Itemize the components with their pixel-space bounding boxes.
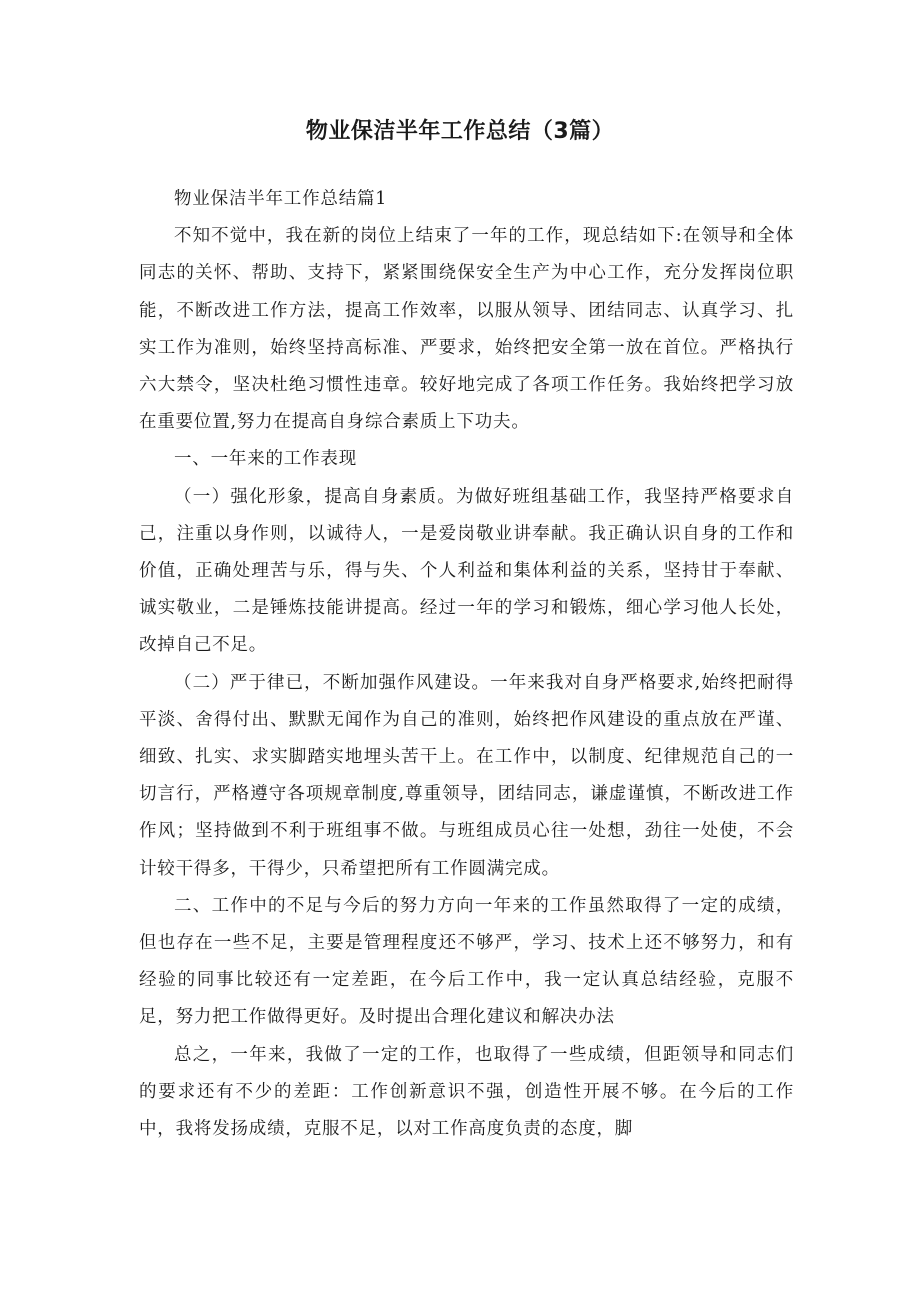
section-heading-performance: 一、一年来的工作表现 (174, 449, 357, 470)
document-body (139, 181, 794, 1148)
paragraph-discipline: （二）严于律已，不断加强作风建设。一年来我对自身严格要求,始终把耐得平淡、舍得付出、默默无闻作为自己的准则，始终把作风建设的重点放在严谨、细致、扎实、求实脚踏实地埋头苦干上。在工作中，以制度、纪律规范自己的一切言行，严格遵守各项规章制度,尊重领导，团结同志，谦虚谨慎，不断改进工作作风；坚持做到不利于班组事不做。与班组成员心往一处想，劲往一处使，不会计较干得多，干得少，只希望把所有工作圆满完成。 (139, 672, 794, 879)
paragraph-image-quality: （一）强化形象，提高自身素质。为做好班组基础工作，我坚持严格要求自己，注重以身作则，以诚待人，一是爱岗敬业讲奉献。我正确认识自身的工作和价值，正确处理苦与乐，得与失、个人利益和集体利益的关系，坚持甘于奉献、诚实敬业，二是锤炼技能讲提高。经过一年的学习和锻炼，细心学习他人长处，改掉自己不足。 (139, 486, 794, 656)
paragraph-conclusion: 总之，一年来，我做了一定的工作，也取得了一些成绩，但距领导和同志们的要求还有不少的差距：工作创新意识不强，创造性开展不够。在今后的工作中，我将发扬成绩，克服不足，以对工作高度负责的态度，脚 (139, 1044, 794, 1140)
document-title: 物业保洁半年工作总结（3篇） (305, 119, 615, 144)
article-subtitle: 物业保洁半年工作总结篇1 (174, 189, 388, 209)
paragraph-intro: 不知不觉中，我在新的岗位上结束了一年的工作，现总结如下:在领导和全体同志的关怀、帮助、支持下，紧紧围绕保安全生产为中心工作，充分发挥岗位职能，不断改进工作方法，提高工作效率，以服从领导、团结同志、认真学习、扎实工作为准则，始终坚持高标准、严要求，始终把安全第一放在首位。严格执行六大禁令，坚决杜绝习惯性违章。较好地完成了各项工作任务。我始终把学习放在重要位置,努力在提高自身综合素质上下功夫。 (139, 226, 794, 433)
paragraph-shortcomings: 二、工作中的不足与今后的努力方向一年来的工作虽然取得了一定的成绩，但也存在一些不足，主要是管理程度还不够严，学习、技术上还不够努力，和有经验的同事比较还有一定差距，在今后工作中，我一定认真总结经验，克服不足，努力把工作做得更好。及时提出合理化建议和解决办法 (139, 895, 794, 1028)
